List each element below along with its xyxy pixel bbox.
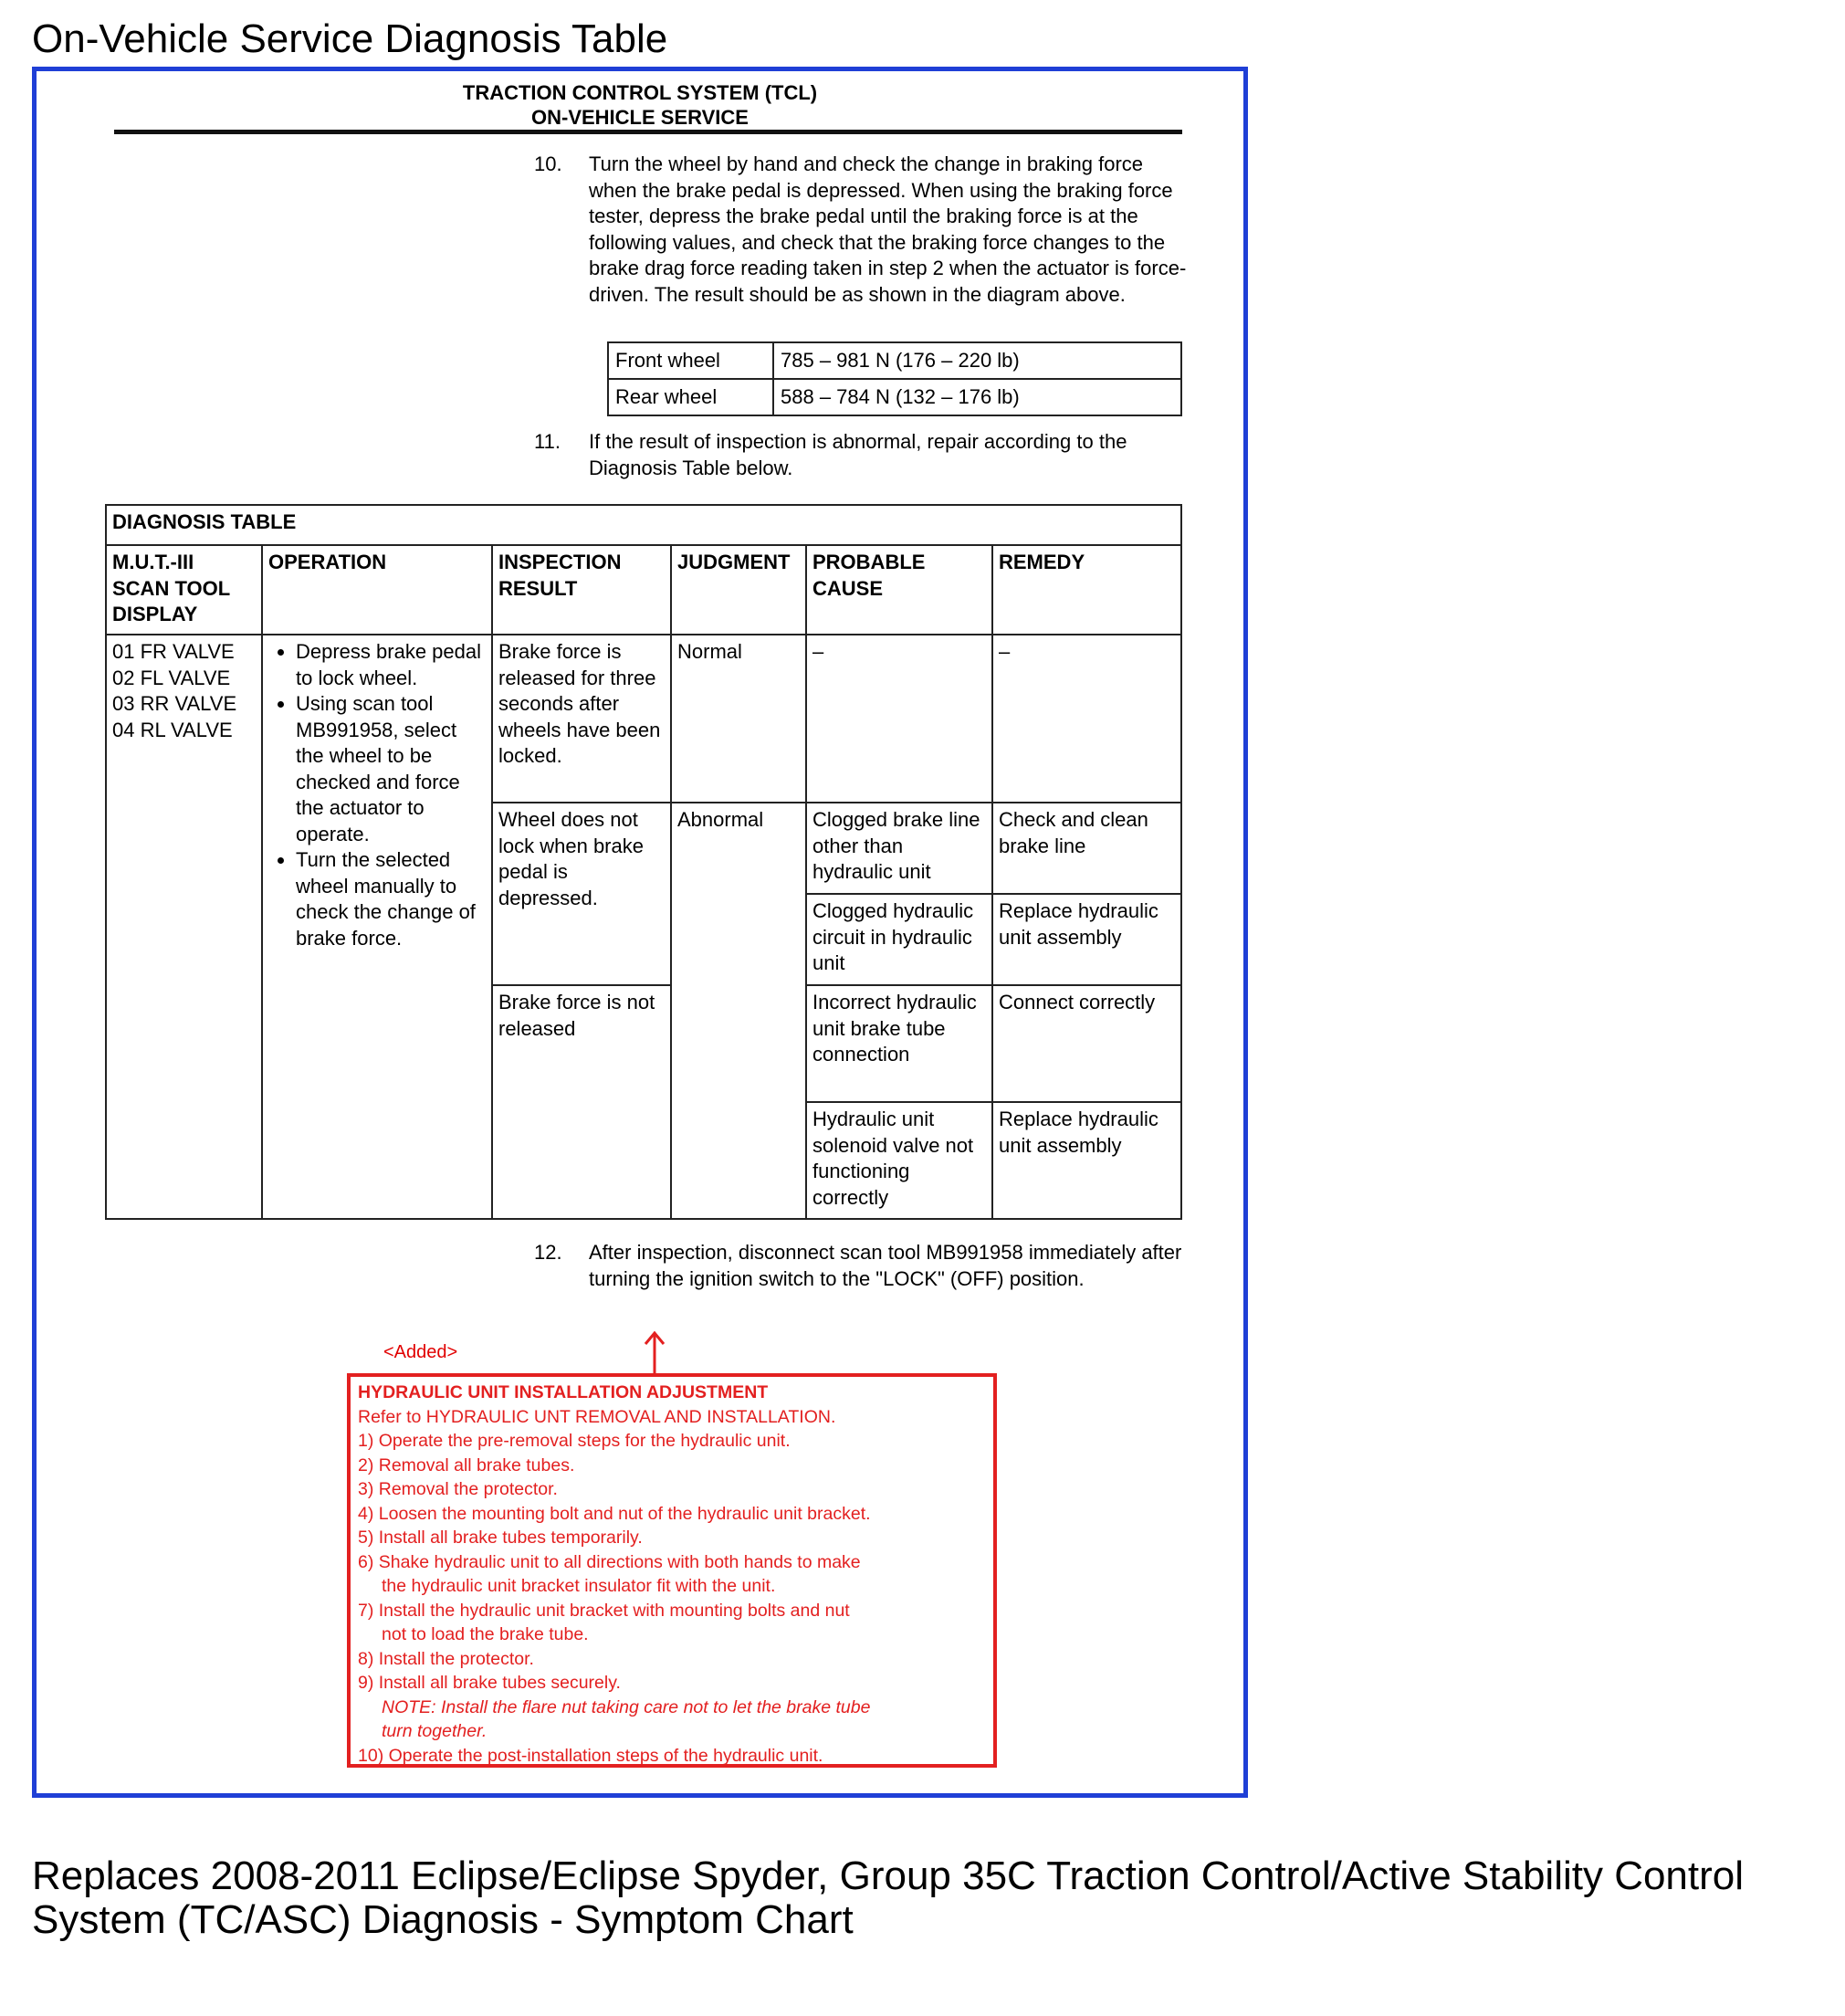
remedy-cell: – <box>992 635 1181 803</box>
display-item: 01 FR VALVE <box>112 640 235 663</box>
addendum-title: HYDRAULIC UNIT INSTALLATION ADJUSTMENT <box>358 1382 769 1402</box>
addendum-step: 7) Install the hydraulic unit bracket with mounting bolts and nut <box>358 1600 850 1621</box>
probable-cause-cell: Clogged brake line other than hydraulic unit <box>806 803 992 894</box>
addendum-step-continued: not to load the brake tube. <box>382 1624 589 1644</box>
header-inspection-result: INSPECTION RESULT <box>492 545 671 635</box>
display-item: 02 FL VALVE <box>112 666 231 689</box>
judgment-cell: Abnormal <box>671 803 806 1219</box>
step-11 <box>534 429 1191 481</box>
probable-cause-cell: – <box>806 635 992 803</box>
header-remedy: REMEDY <box>992 545 1181 635</box>
display-item: 03 RR VALVE <box>112 692 237 715</box>
diagnosis-table-title: DIAGNOSIS TABLE <box>106 505 1181 545</box>
force-value: 785 – 981 N (176 – 220 lb) <box>773 342 1181 379</box>
document-header <box>37 80 1243 130</box>
diagnosis-table <box>105 504 1182 1220</box>
operation-cell <box>262 635 492 1219</box>
addendum-note-continued: turn together. <box>382 1721 487 1741</box>
table-row <box>106 635 1181 803</box>
judgment-cell: Normal <box>671 635 806 803</box>
probable-cause-cell: Hydraulic unit solenoid valve not functioning correctly <box>806 1102 992 1219</box>
step-number: 10. <box>534 152 562 175</box>
inspection-result-cell: Brake force is released for three seconds after wheels have been locked. <box>492 635 671 803</box>
table-title-row <box>106 505 1181 545</box>
remedy-cell: Replace hydraulic unit assembly <box>992 894 1181 985</box>
step-text: Turn the wheel by hand and check the change in braking force when the brake pedal is depressed. When using the braking force tester, depress the brake pedal until the braking force is at the following values, and check that the braking force changes to the brake drag force reading taken in step 2 when the actuator is force-driven. The result should be as shown in the diagram above. <box>589 152 1187 306</box>
addendum-step: 3) Removal the protector. <box>358 1479 558 1499</box>
addendum-step: 2) Removal all brake tubes. <box>358 1454 575 1475</box>
remedy-cell: Check and clean brake line <box>992 803 1181 894</box>
probable-cause-cell: Incorrect hydraulic unit brake tube connection <box>806 985 992 1102</box>
table-row <box>608 342 1181 379</box>
table-header-row <box>106 545 1181 635</box>
addendum-step: 5) Install all brake tubes temporarily. <box>358 1528 643 1548</box>
inspection-result-cell: Brake force is not released <box>492 985 671 1219</box>
remedy-cell: Replace hydraulic unit assembly <box>992 1102 1181 1219</box>
addendum-step-continued: the hydraulic unit bracket insulator fit with the unit. <box>382 1576 776 1596</box>
step-10 <box>534 152 1191 308</box>
addendum-step: 10) Operate the post-installation steps of the hydraulic unit. <box>358 1745 823 1766</box>
display-item: 04 RL VALVE <box>112 718 233 741</box>
addendum-step: 4) Loosen the mounting bolt and nut of the hydraulic unit bracket. <box>358 1503 871 1524</box>
page-title: On-Vehicle Service Diagnosis Table <box>32 16 668 61</box>
inspection-result-cell: Wheel does not lock when brake pedal is depressed. <box>492 803 671 985</box>
caption: Replaces 2008-2011 Eclipse/Eclipse Spyder, Group 35C Traction Control/Active Stability Control System (TC/ASC) Diagnosis - Symptom Chart <box>32 1853 1745 1942</box>
operation-step: • Depress brake pedal to lock wheel. <box>296 639 486 691</box>
header-judgment: JUDGMENT <box>671 545 806 635</box>
addendum-step: 9) Install all brake tubes securely. <box>358 1673 621 1693</box>
force-label: Front wheel <box>608 342 773 379</box>
table-row <box>608 379 1181 415</box>
addendum-box <box>347 1373 997 1768</box>
step-number: 12. <box>534 1241 562 1264</box>
added-label: <Added> <box>383 1342 458 1362</box>
addendum-step: 8) Install the protector. <box>358 1648 534 1669</box>
header-probable-cause: PROBABLE CAUSE <box>806 545 992 635</box>
remedy-cell: Connect correctly <box>992 985 1181 1102</box>
force-label: Rear wheel <box>608 379 773 415</box>
step-text: After inspection, disconnect scan tool MB991958 immediately after turning the ignition switch to the "LOCK" (OFF) position. <box>589 1241 1182 1290</box>
scan-tool-display-cell <box>106 635 262 1219</box>
addendum-step: 1) Operate the pre-removal steps for the hydraulic unit. <box>358 1431 791 1451</box>
header-scan-tool-display: M.U.T.-III SCAN TOOL DISPLAY <box>106 545 262 635</box>
probable-cause-cell: Clogged hydraulic circuit in hydraulic unit <box>806 894 992 985</box>
operation-step: • Using scan tool MB991958, select the wheel to be checked and force the actuator to operate. <box>296 691 486 847</box>
addendum-intro: Refer to HYDRAULIC UNT REMOVAL AND INSTALLATION. <box>358 1406 836 1427</box>
addendum-note: NOTE: Install the flare nut taking care not to let the brake tube <box>382 1696 871 1717</box>
step-12 <box>534 1240 1191 1292</box>
operation-step: • Turn the selected wheel manually to check the change of brake force. <box>296 847 486 951</box>
header-section-title: ON-VEHICLE SERVICE <box>531 106 749 129</box>
arrow-up-icon <box>643 1329 666 1377</box>
addendum-step: 6) Shake hydraulic unit to all directions with both hands to make <box>358 1551 861 1572</box>
braking-force-table <box>607 341 1182 416</box>
header-system-title: TRACTION CONTROL SYSTEM (TCL) <box>462 81 818 104</box>
scanned-document <box>32 67 1248 1798</box>
force-value: 588 – 784 N (132 – 176 lb) <box>773 379 1181 415</box>
header-operation: OPERATION <box>262 545 492 635</box>
header-rule <box>114 130 1182 134</box>
step-text: If the result of inspection is abnormal, repair according to the Diagnosis Table below. <box>589 430 1127 479</box>
step-number: 11. <box>534 430 561 453</box>
